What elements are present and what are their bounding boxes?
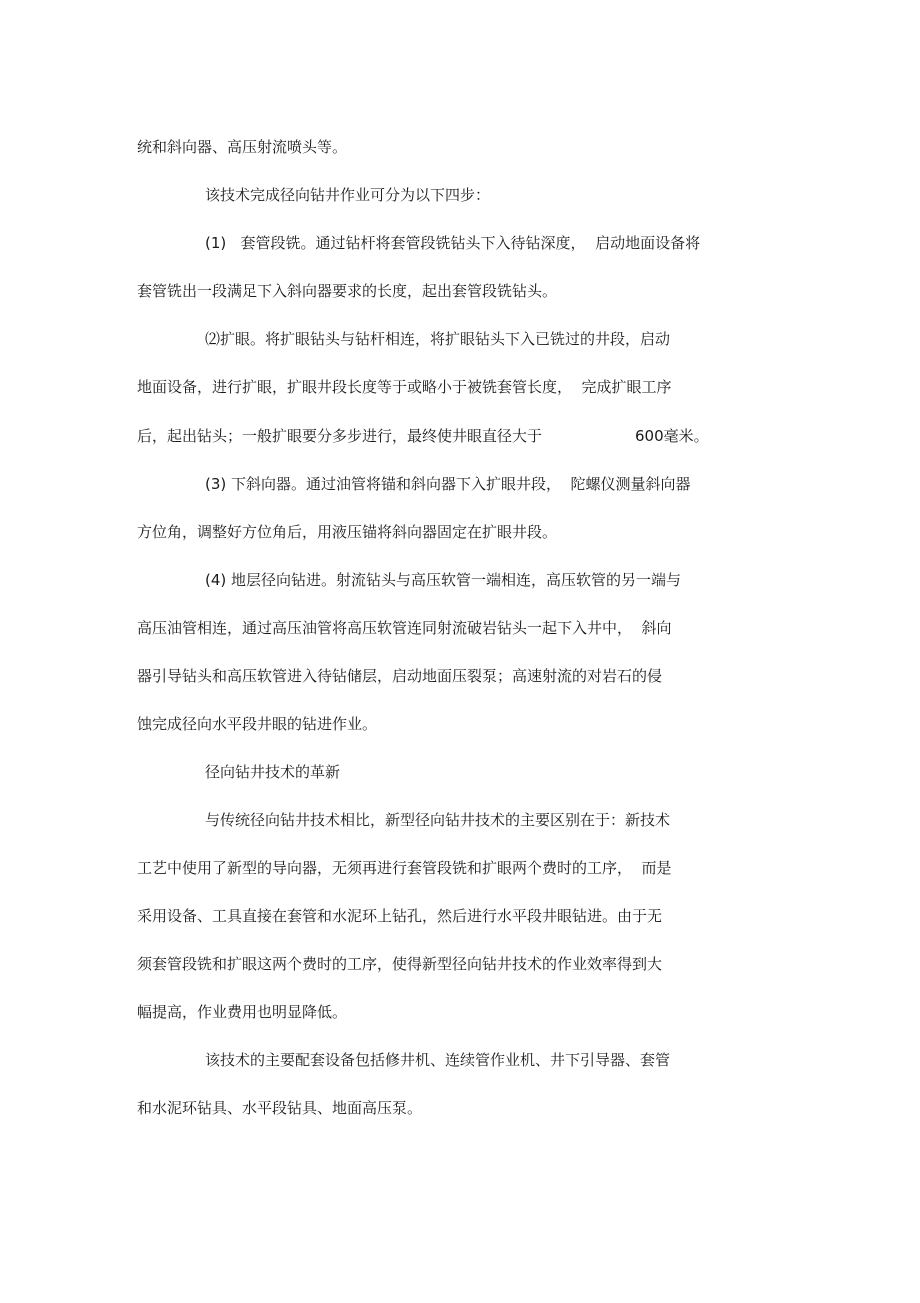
text-line: 后，起出钻头；一般扩眼要分多步进行，最终使井眼直径大于 (137, 427, 543, 445)
text-line: 该技术的主要配套设备包括修井机、连续管作业机、井下引导器、套管 (205, 1051, 671, 1069)
text-line: ⑵扩眼。将扩眼钻头与钻杆相连，将扩眼钻头下入已铣过的井段，启动 (205, 330, 671, 348)
text-line: 高压油管相连，通过高压油管将高压软管连同射流破岩钻头一起下入井中， 斜向 (137, 619, 672, 637)
text-line: 和水泥环钻具、水平段钻具、地面高压泵。 (137, 1099, 423, 1117)
section-heading: 径向钻井技术的革新 (205, 763, 341, 781)
text-line: (4) 地层径向钻进。射流钻头与高压软管一端相连，高压软管的另一端与 (205, 571, 682, 589)
text-line: 工艺中使用了新型的导向器，无须再进行套管段铣和扩眼两个费时的工序， 而是 (137, 859, 672, 877)
text-line: 采用设备、工具直接在套管和水泥环上钻孔，然后进行水平段井眼钻进。由于无 (137, 907, 663, 925)
text-line: 地面设备，进行扩眼，扩眼井段长度等于或略小于被铣套管长度， 完成扩眼工序 (137, 378, 672, 396)
text-line: 器引导钻头和高压软管进入待钻储层，启动地面压裂泵；高速射流的对岩石的侵 (137, 667, 663, 685)
text-line: 幅提高，作业费用也明显降低。 (137, 1003, 348, 1021)
text-line: 套管铣出一段满足下入斜向器要求的长度，起出套管段铣钻头。 (137, 282, 558, 300)
text-line: 与传统径向钻井技术相比，新型径向钻井技术的主要区别在于：新技术 (205, 811, 671, 829)
text-line: 该技术完成径向钻井作业可分为以下四步： (205, 186, 491, 204)
text-line: 600毫米。 (635, 427, 709, 445)
text-line: 方位角，调整好方位角后，用液压锚将斜向器固定在扩眼井段。 (137, 523, 558, 541)
text-line: 须套管段铣和扩眼这两个费时的工序，使得新型径向钻井技术的作业效率得到大 (137, 955, 663, 973)
text-line: 蚀完成径向水平段井眼的钻进作业。 (137, 715, 378, 733)
text-line: (1) 套管段铣。通过钻杆将套管段铣钻头下入待钻深度， 启动地面设备将 (205, 234, 701, 252)
text-line: (3) 下斜向器。通过油管将锚和斜向器下入扩眼井段， 陀螺仪测量斜向器 (205, 475, 691, 493)
text-line: 统和斜向器、高压射流喷头等。 (137, 138, 348, 156)
